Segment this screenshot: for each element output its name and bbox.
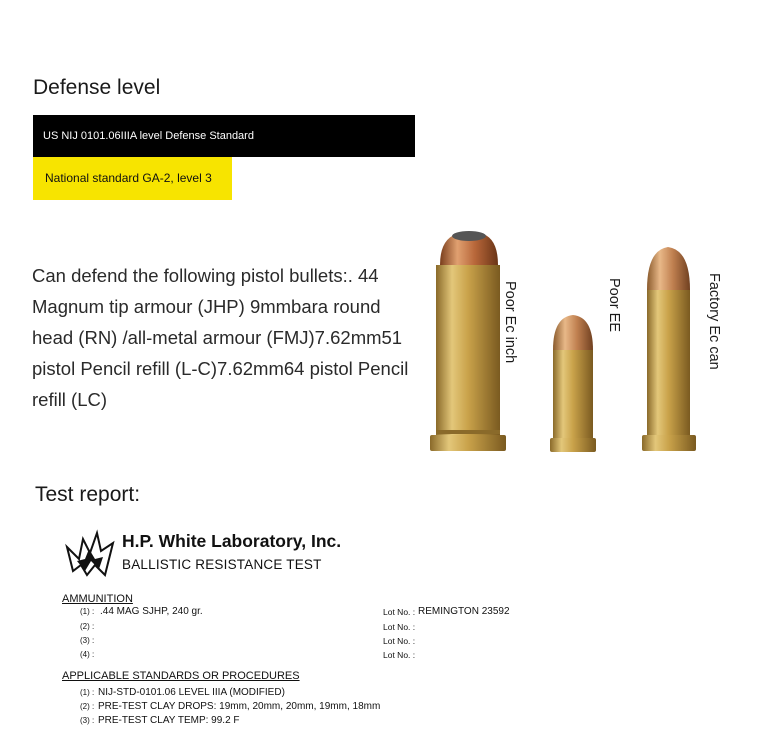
ammo-num-3: (3) :: [80, 636, 95, 645]
ammo-num-1: (1) :: [80, 607, 95, 616]
cartridge-right: [642, 247, 696, 451]
standard-num-3: (3) :: [80, 716, 95, 725]
bullet-illustration: [420, 225, 740, 465]
bullet-label-2: Poor EE: [606, 278, 622, 332]
standard-text-2: PRE-TEST CLAY DROPS: 19mm, 20mm, 20mm, 19mm, 18mm: [98, 701, 381, 712]
lab-logo-icon: [65, 529, 115, 577]
ammo-num-2: (2) :: [80, 622, 95, 631]
standard-banner-nij: US NIJ 0101.06IIIA level Defense Standard: [33, 115, 415, 157]
ammunition-heading: AMMUNITION: [62, 593, 133, 605]
standard-text-3: PRE-TEST CLAY TEMP: 99.2 F: [98, 715, 240, 726]
lot-label-1: Lot No. :: [383, 607, 416, 617]
standard-banner-ga2: National standard GA-2, level 3: [33, 157, 232, 200]
section-title-test-report: Test report:: [35, 483, 141, 506]
ammo-num-4: (4) :: [80, 650, 95, 659]
report-subtitle: BALLISTIC RESISTANCE TEST: [122, 557, 322, 572]
test-report-document: [60, 525, 540, 735]
section-title-defense-level: Defense level: [33, 76, 161, 99]
standard-num-2: (2) :: [80, 702, 95, 711]
lot-label-3: Lot No. :: [383, 636, 416, 646]
lot-label-4: Lot No. :: [383, 650, 416, 660]
bullet-label-3: Factory Ec can: [706, 273, 722, 370]
lot-label-2: Lot No. :: [383, 622, 416, 632]
ammo-text-1: .44 MAG SJHP, 240 gr.: [100, 606, 203, 617]
standards-heading: APPLICABLE STANDARDS OR PROCEDURES: [62, 670, 300, 682]
standard-num-1: (1) :: [80, 688, 95, 697]
cartridge-44-magnum: [430, 231, 506, 451]
standard-text-1: NIJ-STD-0101.06 LEVEL IIIA (MODIFIED): [98, 687, 285, 698]
cartridge-9mm: [550, 315, 596, 452]
bullet-photo: [420, 225, 740, 465]
bullet-description: Can defend the following pistol bullets:. 44 Magnum tip armour (JHP) 9mmbara round head (RN) /all-metal armour (FMJ)7.62mm51 pistol Pencil refill (L-C)7.62mm64 pistol Pencil refill (LC): [32, 265, 409, 410]
bullet-label-1: Poor Ec inch: [502, 281, 518, 364]
lab-name: H.P. White Laboratory, Inc.: [122, 531, 342, 551]
lot-value-1: REMINGTON 23592: [418, 606, 510, 617]
